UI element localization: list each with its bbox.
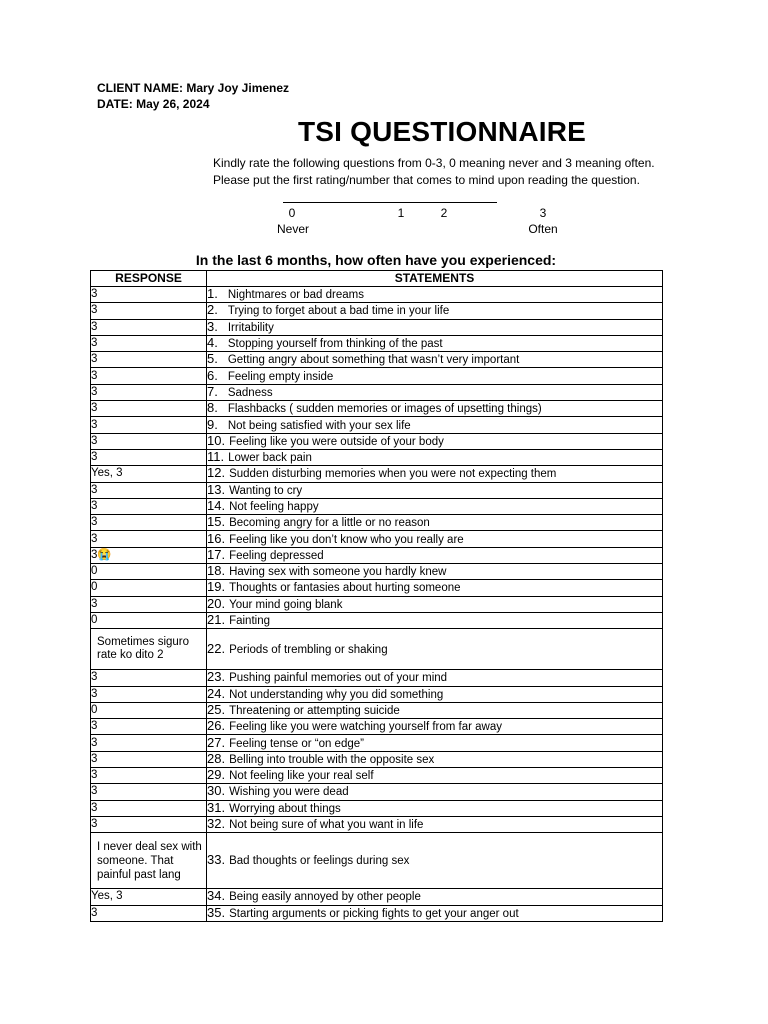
response-cell: 3😭 (91, 547, 207, 563)
scale-value-3: 3 (539, 206, 547, 220)
statement-number: 8. (207, 400, 218, 416)
statement-text: Your mind going blank (229, 598, 343, 611)
statement-number: 23. (207, 669, 226, 685)
statement-number: 32. (207, 816, 226, 832)
response-cell: 3 (91, 384, 207, 400)
statement-cell (207, 889, 663, 905)
table-row (91, 352, 663, 368)
statement-number: 7. (207, 384, 218, 399)
response-cell: 3 (91, 670, 207, 686)
statement-text: Starting arguments or picking fights to get your anger out (229, 907, 519, 920)
statement-cell (207, 303, 663, 319)
statement-cell (207, 547, 663, 563)
response-cell: 3 (91, 751, 207, 767)
instructions-line-1: Kindly rate the following questions from 0-3, 0 meaning never and 3 meaning often. (213, 156, 655, 170)
date: DATE: May 26, 2024 (97, 97, 210, 111)
table-row (91, 417, 663, 433)
statement-cell (207, 384, 663, 400)
page-title: TSI QUESTIONNAIRE (297, 116, 587, 147)
statement-text: Sudden disturbing memories when you were not expecting them (229, 468, 557, 481)
scale-value-1: 1 (397, 206, 405, 220)
statement-number: 17. (207, 547, 226, 562)
statement-text: Feeling tense or “on edge” (229, 737, 364, 750)
statement-text: Belling into trouble with the opposite sex (229, 753, 435, 766)
statement-text: Nightmares or bad dreams (227, 289, 364, 302)
statement-number: 6. (207, 367, 218, 383)
instructions (213, 155, 655, 189)
statement-number: 3. (207, 319, 218, 334)
response-cell: 0 (91, 702, 207, 718)
table-row (91, 596, 663, 612)
table-row (91, 564, 663, 580)
statement-number: 15. (207, 514, 226, 530)
table-row (91, 580, 663, 596)
statement-number: 33. (207, 852, 226, 868)
table-row (91, 889, 663, 905)
statement-number: 18. (207, 563, 226, 579)
statement-number: 14. (207, 498, 226, 513)
response-cell: 0 (91, 612, 207, 628)
response-cell: 3 (91, 368, 207, 384)
statement-text: Irritability (227, 321, 274, 334)
statement-text: Feeling depressed (229, 549, 324, 562)
statement-number: 34. (207, 888, 226, 904)
response-cell: 3 (91, 433, 207, 449)
statement-text: Not being sure of what you want in life (229, 819, 424, 832)
statement-cell (207, 417, 663, 433)
statement-text: Feeling like you were watching yourself from far away (229, 721, 503, 734)
statement-cell (207, 498, 663, 514)
statement-number: 29. (207, 767, 226, 783)
statement-text: Not feeling like your real self (229, 770, 374, 783)
table-row (91, 335, 663, 351)
table-row (91, 515, 663, 531)
statement-cell (207, 401, 663, 417)
statement-cell (207, 482, 663, 498)
scale-label-often: Often (528, 222, 558, 236)
statement-text: Bad thoughts or feelings during sex (229, 855, 410, 868)
statement-cell (207, 702, 663, 718)
statement-cell (207, 800, 663, 816)
table-row (91, 800, 663, 816)
statement-text: Thoughts or fantasies about hurting someone (229, 582, 461, 595)
table-header-row (91, 271, 663, 287)
statement-number: 22. (207, 640, 226, 656)
response-cell: Sometimes siguro rate ko dito 2 (91, 629, 207, 670)
statement-cell (207, 531, 663, 547)
statement-number: 24. (207, 686, 226, 701)
table-row (91, 751, 663, 767)
response-cell: I never deal sex with someone. That painful past lang (91, 833, 207, 889)
table-row (91, 482, 663, 498)
table-row (91, 702, 663, 718)
response-cell: 3 (91, 335, 207, 351)
statement-number: 26. (207, 718, 226, 734)
statement-cell (207, 719, 663, 735)
table-body (91, 287, 663, 922)
statement-text: Not being satisfied with your sex life (227, 419, 411, 432)
statement-text: Becoming angry for a little or no reason (229, 517, 430, 530)
statement-cell (207, 629, 663, 670)
statement-cell (207, 751, 663, 767)
statement-number: 4. (207, 335, 218, 351)
response-cell: 3 (91, 719, 207, 735)
response-cell: 3 (91, 905, 207, 921)
response-cell: 3 (91, 531, 207, 547)
statement-number: 20. (207, 596, 226, 611)
response-cell: 3 (91, 800, 207, 816)
response-cell: 3 (91, 498, 207, 514)
statement-text: Flashbacks ( sudden memories or images of upsetting things) (227, 403, 542, 416)
scale-value-2: 2 (440, 206, 448, 220)
statement-cell (207, 449, 663, 465)
statement-cell (207, 768, 663, 784)
response-cell: 3 (91, 303, 207, 319)
table-row (91, 368, 663, 384)
table-row (91, 768, 663, 784)
statement-cell (207, 368, 663, 384)
statement-cell (207, 335, 663, 351)
statement-text: Being easily annoyed by other people (229, 891, 421, 904)
statement-text: Wishing you were dead (229, 786, 349, 799)
table-row (91, 531, 663, 547)
table-row (91, 629, 663, 670)
column-header-statements: STATEMENTS (207, 271, 663, 287)
statement-number: 31. (207, 800, 226, 815)
statement-text: Feeling like you were outside of your body (229, 435, 444, 448)
statement-cell (207, 816, 663, 832)
statement-number: 2. (207, 302, 218, 318)
statement-text: Lower back pain (228, 452, 312, 465)
statement-number: 16. (207, 530, 226, 546)
table-row (91, 719, 663, 735)
statement-text: Not feeling happy (229, 501, 319, 513)
table-row (91, 833, 663, 889)
table-row (91, 547, 663, 563)
table-row (91, 735, 663, 751)
statement-cell (207, 612, 663, 628)
statement-number: 13. (207, 482, 226, 497)
statement-number: 19. (207, 579, 226, 595)
statement-cell (207, 433, 663, 449)
statement-number: 35. (207, 905, 226, 920)
statement-text: Fainting (229, 615, 270, 628)
table-row (91, 384, 663, 400)
statement-cell (207, 784, 663, 800)
table-row (91, 433, 663, 449)
statement-text: Feeling like you don’t know who you really are (229, 533, 464, 546)
statement-text: Not understanding why you did something (229, 688, 444, 701)
statement-text: Worrying about things (229, 802, 341, 815)
client-name: CLIENT NAME: Mary Joy Jimenez (97, 81, 290, 95)
statement-cell (207, 596, 663, 612)
statement-text: Trying to forget about a bad time in your life (227, 305, 450, 318)
table-row (91, 498, 663, 514)
statement-number: 28. (207, 751, 226, 766)
statement-text: Stopping yourself from thinking of the past (227, 338, 443, 351)
statement-text: Threatening or attempting suicide (229, 704, 400, 717)
statement-cell (207, 686, 663, 702)
response-cell: Yes, 3 (91, 889, 207, 905)
table-row (91, 449, 663, 465)
response-cell: 0 (91, 580, 207, 596)
response-cell: 0 (91, 564, 207, 580)
statement-cell (207, 580, 663, 596)
statement-number: 21. (207, 612, 226, 628)
statement-text: Sadness (227, 386, 273, 399)
statement-cell (207, 564, 663, 580)
response-cell: 3 (91, 784, 207, 800)
statement-number: 9. (207, 416, 218, 432)
scale-line (283, 202, 497, 203)
statement-cell (207, 466, 663, 482)
statement-text: Getting angry about something that wasn’t very important (227, 354, 520, 367)
statement-cell (207, 515, 663, 531)
statement-text: Feeling empty inside (227, 370, 334, 383)
statement-cell (207, 319, 663, 335)
questionnaire-table (90, 270, 663, 922)
table-row (91, 319, 663, 335)
table-row (91, 303, 663, 319)
statement-cell (207, 905, 663, 921)
statement-number: 10. (207, 433, 226, 448)
table-row (91, 287, 663, 303)
response-cell: 3 (91, 686, 207, 702)
statement-text: Wanting to cry (229, 484, 303, 497)
statement-text: Having sex with someone you hardly knew (229, 566, 447, 579)
statement-number: 25. (207, 702, 226, 717)
statement-number: 5. (207, 351, 218, 367)
statement-number: 11. (207, 449, 225, 465)
instructions-line-2: Please put the first rating/number that comes to mind upon reading the question. (213, 173, 640, 187)
response-cell: Yes, 3 (91, 466, 207, 482)
table-row (91, 816, 663, 832)
statement-cell (207, 735, 663, 751)
statement-text: Pushing painful memories out of your mind (229, 672, 448, 685)
response-cell: 3 (91, 319, 207, 335)
response-cell: 3 (91, 816, 207, 832)
response-cell: 3 (91, 287, 207, 303)
statement-cell (207, 670, 663, 686)
statement-cell (207, 352, 663, 368)
table-row (91, 466, 663, 482)
statement-number: 30. (207, 783, 226, 799)
table-row (91, 686, 663, 702)
response-cell: 3 (91, 401, 207, 417)
client-info (97, 80, 289, 112)
table-row (91, 401, 663, 417)
table-row (91, 905, 663, 921)
scale-value-0: 0 (288, 206, 296, 220)
column-header-response: RESPONSE (91, 271, 207, 287)
statement-cell (207, 833, 663, 889)
response-cell: 3 (91, 735, 207, 751)
statement-text: Periods of trembling or shaking (229, 643, 388, 656)
section-heading: In the last 6 months, how often have you experienced: (195, 252, 557, 268)
table-row (91, 670, 663, 686)
statement-cell (207, 287, 663, 303)
scale-label-never: Never (276, 222, 309, 236)
statement-number: 27. (207, 734, 226, 750)
statement-number: 12. (207, 465, 226, 481)
response-cell: 3 (91, 449, 207, 465)
response-cell: 3 (91, 515, 207, 531)
statement-number: 1. (207, 286, 218, 302)
response-cell: 3 (91, 417, 207, 433)
response-cell: 3 (91, 768, 207, 784)
response-cell: 3 (91, 482, 207, 498)
table-row (91, 784, 663, 800)
response-cell: 3 (91, 596, 207, 612)
response-cell: 3 (91, 352, 207, 368)
table-row (91, 612, 663, 628)
